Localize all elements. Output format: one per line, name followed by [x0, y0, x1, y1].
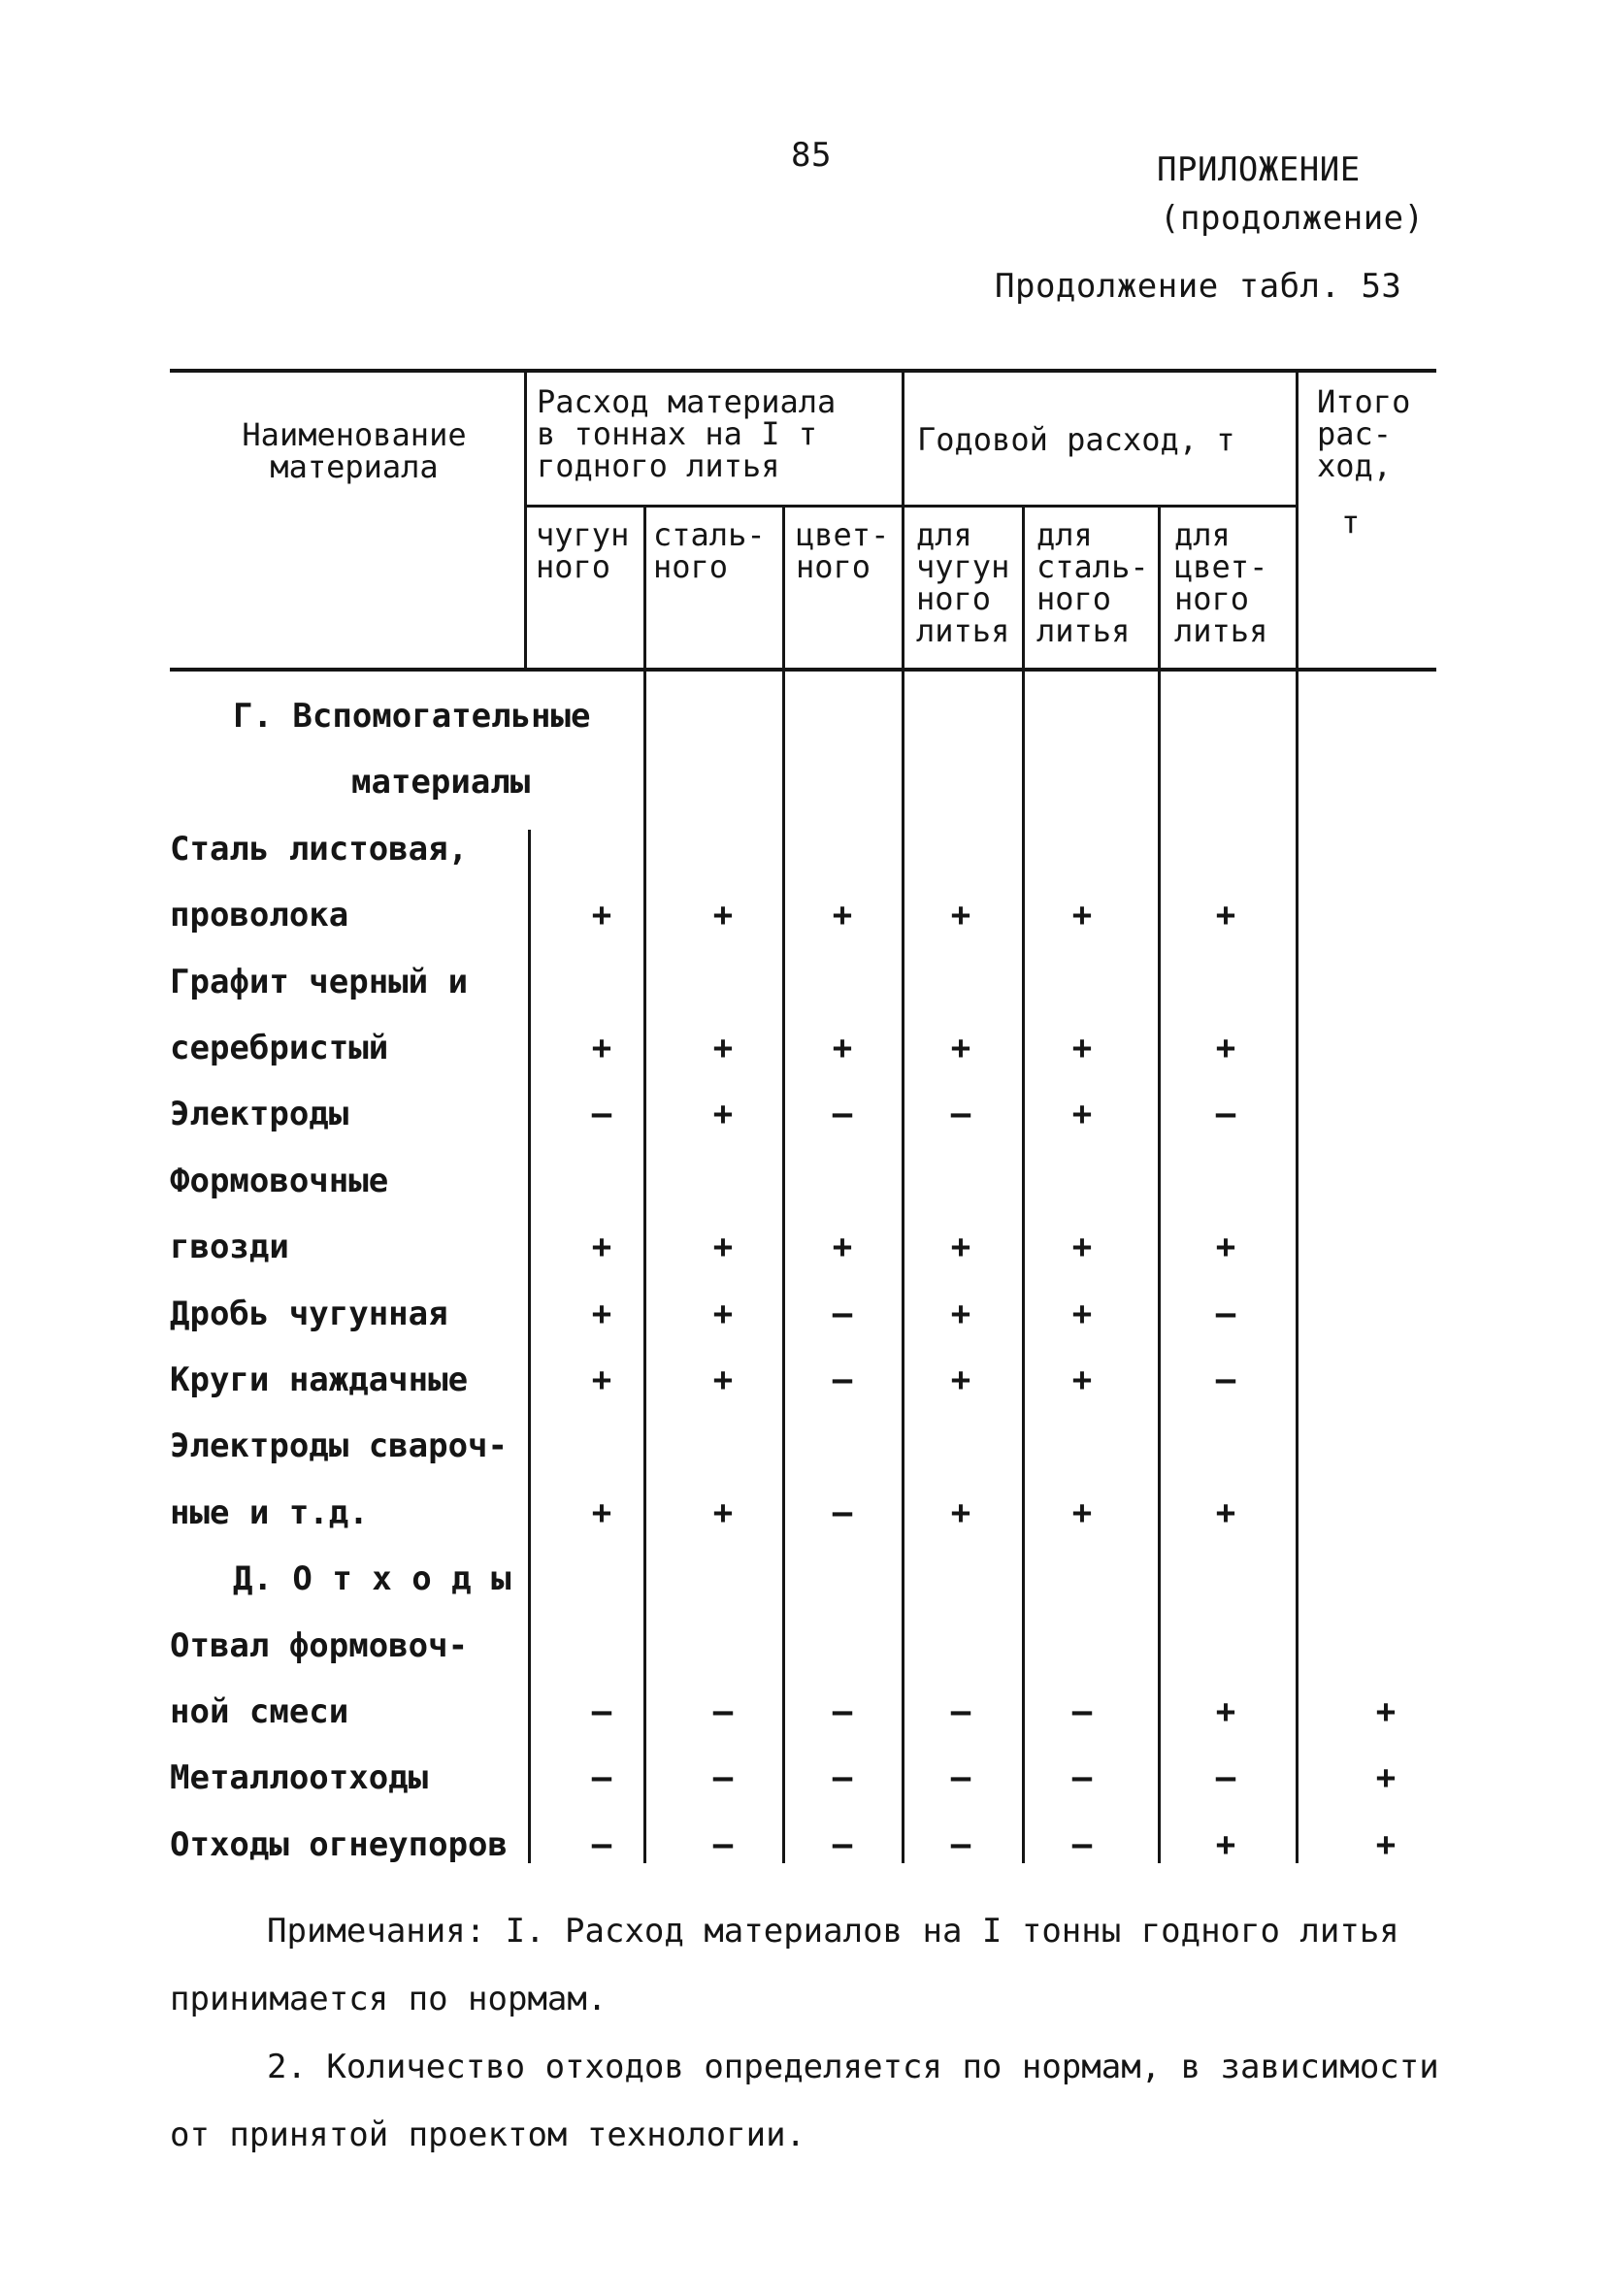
appendix-title: ПРИЛОЖЕНИЕ [1157, 150, 1361, 189]
row-mark: + [1375, 1692, 1397, 1731]
row-label: Металлоотходы [170, 1758, 429, 1797]
row-mark: – [832, 1295, 853, 1333]
row-mark: – [1071, 1758, 1093, 1797]
row-mark: + [950, 1228, 971, 1266]
header-bottom-rule [170, 668, 1436, 672]
row-mark: – [950, 1758, 971, 1797]
body-col-divider [902, 672, 904, 1863]
row-mark: + [591, 1228, 612, 1266]
subheader-steel: сталь- ного [653, 516, 766, 585]
row-label: Дробь чугунная [170, 1295, 448, 1333]
row-label: Формовочные [170, 1162, 389, 1200]
row-mark: + [832, 1029, 853, 1067]
row-mark: – [832, 1758, 853, 1797]
row-mark: + [950, 1029, 971, 1067]
row-mark: + [950, 1361, 971, 1399]
header-material-name: Наименование материала [242, 416, 467, 485]
body-col-divider [1022, 672, 1025, 1863]
row-mark: – [1071, 1825, 1093, 1864]
row-mark: + [712, 1295, 734, 1333]
row-label: Графит черный и [170, 963, 469, 1001]
table-continuation-label: Продолжение табл. 53 [995, 267, 1402, 306]
row-mark: + [832, 1228, 853, 1266]
header-total: Итого рас- ход, [1317, 383, 1411, 484]
row-mark: + [1375, 1825, 1397, 1864]
row-mark: + [1071, 896, 1093, 935]
row-mark: + [1071, 1029, 1093, 1067]
row-mark: – [712, 1758, 734, 1797]
row-mark: + [591, 1361, 612, 1399]
table-top-rule [170, 369, 1436, 373]
subheader-nonferrous: цвет- ного [796, 516, 890, 585]
row-mark: + [712, 1361, 734, 1399]
body-col-divider [643, 672, 646, 1863]
row-mark: + [950, 1493, 971, 1532]
header-col-divider [643, 507, 646, 668]
row-mark: – [1215, 1295, 1236, 1333]
row-mark: – [712, 1692, 734, 1731]
row-mark: – [832, 1825, 853, 1864]
row-mark: + [950, 1295, 971, 1333]
row-label: серебристый [170, 1029, 389, 1067]
row-mark: + [712, 1029, 734, 1067]
row-label: Сталь листовая, [170, 830, 469, 869]
row-mark: + [712, 1095, 734, 1133]
row-mark: + [712, 1493, 734, 1532]
row-mark: – [950, 1825, 971, 1864]
row-mark: – [832, 1361, 853, 1399]
appendix-continuation: (продолжение) [1160, 199, 1425, 238]
header-per-ton-group: Расход материала в тоннах на I т годного литья [537, 383, 837, 484]
row-label: Электроды [170, 1095, 349, 1133]
row-label: Отходы огнеупоров [170, 1825, 508, 1864]
section-label: материалы [351, 763, 531, 802]
row-label: ные и т.д. [170, 1493, 369, 1532]
header-divider-rule [524, 505, 1296, 508]
row-label: Электроды свароч- [170, 1427, 508, 1465]
row-mark: – [591, 1825, 612, 1864]
row-mark: – [591, 1692, 612, 1731]
row-mark: + [1215, 896, 1236, 935]
row-mark: – [1215, 1095, 1236, 1133]
row-mark: + [712, 1228, 734, 1266]
subheader-annual-steel: для сталь- ного литья [1036, 516, 1149, 649]
note-line-3: 2. Количество отходов определяется по нормам, в зависимости [267, 2048, 1439, 2086]
row-label: Отвал формовоч- [170, 1626, 469, 1665]
body-col-divider [1158, 672, 1161, 1863]
row-mark: + [591, 896, 612, 935]
row-mark: + [591, 1493, 612, 1532]
row-mark: – [1215, 1361, 1236, 1399]
header-total-unit: т [1341, 504, 1361, 541]
row-mark: – [832, 1493, 853, 1532]
row-mark: – [950, 1692, 971, 1731]
row-mark: + [1215, 1692, 1236, 1731]
note-line-4: от принятой проектом технологии. [170, 2116, 806, 2154]
header-col-divider [1158, 507, 1161, 668]
row-mark: + [1071, 1095, 1093, 1133]
row-mark: – [591, 1758, 612, 1797]
row-mark: – [1215, 1758, 1236, 1797]
subheader-cast-iron: чугун ного [536, 516, 630, 585]
subheader-annual-cast-iron: для чугун ного литья [916, 516, 1010, 649]
row-mark: + [1215, 1228, 1236, 1266]
row-mark: – [712, 1825, 734, 1864]
section-label: Д. О т х о д ы [233, 1559, 511, 1598]
row-mark: – [1071, 1692, 1093, 1731]
header-col-divider [902, 373, 904, 668]
note-line-1: Примечания: I. Расход материалов на I тонны годного литья [267, 1912, 1399, 1951]
row-mark: + [712, 896, 734, 935]
page-number: 85 [791, 136, 832, 175]
row-mark: + [1215, 1825, 1236, 1864]
row-mark: – [591, 1095, 612, 1133]
row-mark: – [832, 1692, 853, 1731]
subheader-annual-nonferrous: для цвет- ного литья [1174, 516, 1268, 649]
header-col-divider [524, 373, 527, 668]
row-mark: + [1215, 1029, 1236, 1067]
row-mark: – [950, 1095, 971, 1133]
body-col-divider [1296, 672, 1299, 1863]
row-mark: + [1071, 1361, 1093, 1399]
note-line-2: принимается по нормам. [170, 1980, 608, 2018]
row-mark: + [1375, 1758, 1397, 1797]
row-mark: + [591, 1029, 612, 1067]
row-mark: – [832, 1095, 853, 1133]
header-col-divider [1296, 373, 1299, 668]
row-mark: + [591, 1295, 612, 1333]
row-mark: + [1071, 1228, 1093, 1266]
row-label: ной смеси [170, 1692, 349, 1731]
row-label: гвозди [170, 1228, 289, 1266]
section-label: Г. Вспомогательные [233, 697, 591, 736]
row-mark: + [1215, 1493, 1236, 1532]
row-mark: + [832, 896, 853, 935]
row-label: проволока [170, 896, 349, 935]
body-col-divider [782, 672, 785, 1863]
header-col-divider [782, 507, 785, 668]
row-mark: + [950, 896, 971, 935]
row-label: Круги наждачные [170, 1361, 469, 1399]
row-mark: + [1071, 1493, 1093, 1532]
header-col-divider [1022, 507, 1025, 668]
row-mark: + [1071, 1295, 1093, 1333]
header-annual-group: Годовой расход, т [917, 421, 1235, 458]
body-col-divider [528, 830, 531, 1863]
